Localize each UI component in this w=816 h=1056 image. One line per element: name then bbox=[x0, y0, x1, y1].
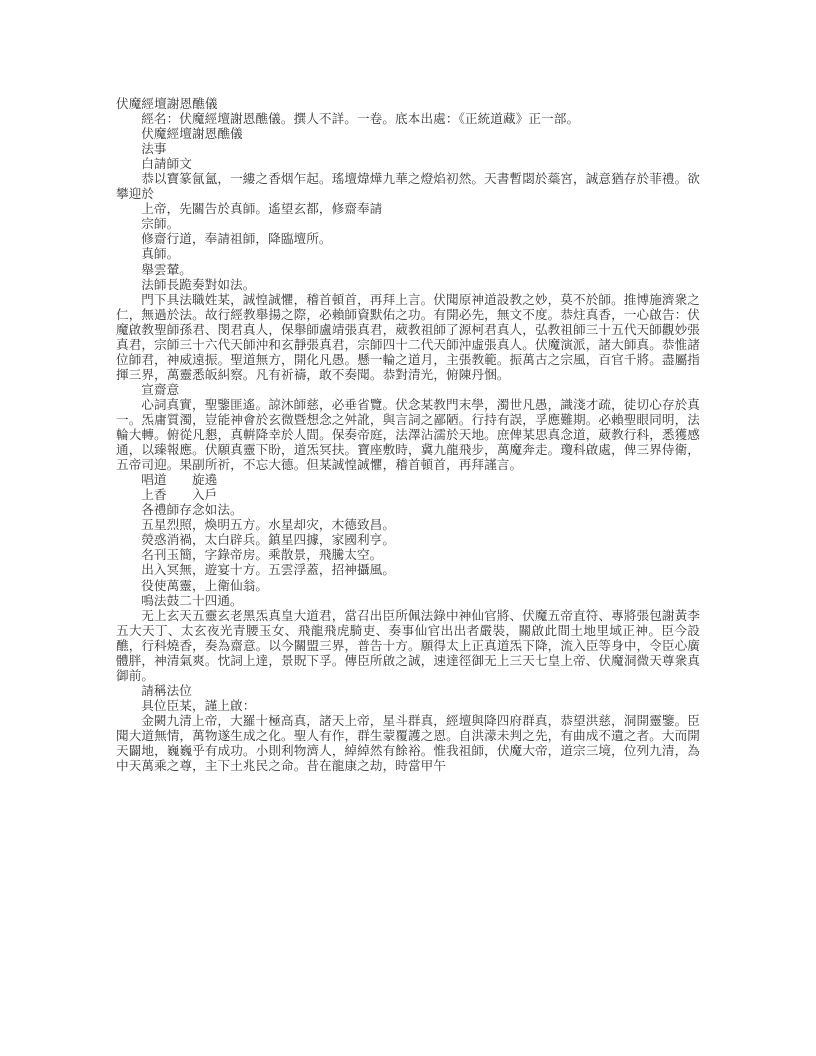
document-paragraph: 伏魔經壇謝恩醮儀 bbox=[141, 126, 243, 142]
document-paragraph: 宣齋意 bbox=[141, 381, 180, 397]
document-paragraph: 役使萬靈，上衛仙翁。 bbox=[141, 577, 269, 593]
document-paragraph: 上香 入戶 bbox=[141, 487, 218, 503]
document-paragraph: 經名：伏魔經壇謝恩醮儀。撰人不詳。一卷。底本出處：《正統道藏》正一部。 bbox=[141, 111, 580, 127]
document-paragraph: 唱道 旋遶 bbox=[141, 472, 218, 488]
document-body bbox=[116, 96, 700, 773]
document-paragraph: 心詞真實，聖鑒匪遙。諒沐師慈，必垂省覽。伏念某教門末學，濁世凡愚，識淺才疏，徒切心存於真一。炁庸質濁，豈能神會於玄微暨想念之舛訛，與言詞之鄙陋。行持有誤，孚應難期。必賴聖眼同明，法輪大轉。俯從凡懇，真輧降幸於人間。保奏帝庭，法澤沾濡於天地。庶俾某思真念道，葳教行科，悉獲感通，以臻報應。伏願真靈下盼，道炁冥扶。寶座敷時，冀九龍飛步，萬魔奔走。瓊科啟處，俾三界侍衛，五帝司迎。果副所祈，不忘大德。但某誠惶誠懼，稽首頓首，再拜謹言。 bbox=[116, 396, 700, 473]
document-paragraph: 各禮師存念如法。 bbox=[141, 502, 243, 518]
document-paragraph: 恭以寶篆氤氳，一縷之香烟乍起。瑤壇煒燁九華之燈焰初然。天書暫閟於蘂宮，誠意猶存於菲禮。欲攀迎於 bbox=[116, 171, 700, 202]
document-paragraph: 法師長跪奏對如法。 bbox=[141, 276, 256, 292]
document-paragraph: 五星烈照，煥明五方。水星却灾，木德致昌。 bbox=[141, 517, 396, 533]
document-paragraph: 鳴法鼓二十四通。 bbox=[141, 592, 243, 608]
document-paragraph: 真師。 bbox=[141, 246, 180, 262]
document-paragraph: 舉雲輦。 bbox=[141, 261, 192, 277]
document-paragraph: 出入冥無，遊宴十方。五雲浮蓋，招神攝風。 bbox=[141, 562, 396, 578]
document-paragraph: 熒惑消禍，太白辟兵。鎮星四據，家國利亨。 bbox=[141, 532, 396, 548]
document-paragraph: 无上玄天五靈玄老黑炁真皇大道君，當召出臣所佩法錄中神仙官將、伏魔五帝直符、專將張包謝黃李五大天丁、太玄夜光青腰玉女、飛龍飛虎騎吏、奏事仙官出出者嚴裝，關啟此間土地里域正神。臣今設醮，行科燒香，奏為齋意。以今關盟三界，普告十方。願得太上正真道炁下降，流入臣等身中，令臣心廣體胖，神清氣爽。忱詞上達，景貺下孚。傳臣所啟之誠，速達徑御无上三天七皇上帝、伏魔洞微天尊衆真御前。 bbox=[116, 607, 700, 683]
document-paragraph: 具位臣某，謹上啟： bbox=[141, 697, 256, 713]
document-paragraph: 宗師。 bbox=[141, 216, 180, 232]
document-paragraph: 名刊玉簡，字錄帝房。乘散景，飛騰太空。 bbox=[141, 547, 383, 563]
document-paragraph: 上帝，先關告於真師。遙望玄都，修齋奉請 bbox=[141, 201, 383, 217]
document-paragraph: 伏魔經壇謝恩醮儀 bbox=[116, 96, 218, 111]
document-paragraph: 金闕九清上帝，大羅十極高真，諸天上帝，星斗群真，經壇與降四府群真，恭望洪慈，洞開靈鑒。臣聞大道無情，萬物遂生成之化。聖人有作，群生蒙覆護之恩。自洪濛未判之先，有曲成不遺之者。大而開天闢地，巍巍乎有成功。小則利物濟人，綽綽然有餘裕。惟我祖師，伏魔大帝，道宗三境，位列九清，為中天萬乘之尊，主下土兆民之命。昔在龍康之劫，時當甲午 bbox=[116, 712, 700, 774]
document-paragraph: 門下具法職姓某，誠惶誠懼，稽首頓首，再拜上言。伏聞原神道設教之妙，莫不於師。推博施濟衆之仁，無過於法。故行經教舉揚之際，必賴師資默佑之功。有開必先，無文不度。恭炷真香，一心啟告：伏魔啟教聖師孫君、閔君真人，保舉師盧靖張真君，葳教祖師了源柯君真人，弘教祖師三十五代天師觀妙張真君，宗師三十六代天師沖和玄靜張真君，宗師四十二代天師沖虛張真人。伏魔演派，諸大師真。恭惟諸位師君，神威遠振。聖道無方，開化凡愚。懸一輪之道月，主張教範。振萬古之宗風，百官千將。盡屬指揮三界，萬靈悉皈糾察。凡有祈禱，敢不奏聞。恭對清光，俯陳丹悃。 bbox=[116, 291, 700, 382]
document-paragraph: 請稱法位 bbox=[141, 682, 192, 698]
document-paragraph: 白請師文 bbox=[141, 156, 192, 172]
document-paragraph: 修齋行道，奉請祖師，降臨壇所。 bbox=[141, 231, 332, 247]
document-paragraph: 法事 bbox=[141, 141, 167, 157]
